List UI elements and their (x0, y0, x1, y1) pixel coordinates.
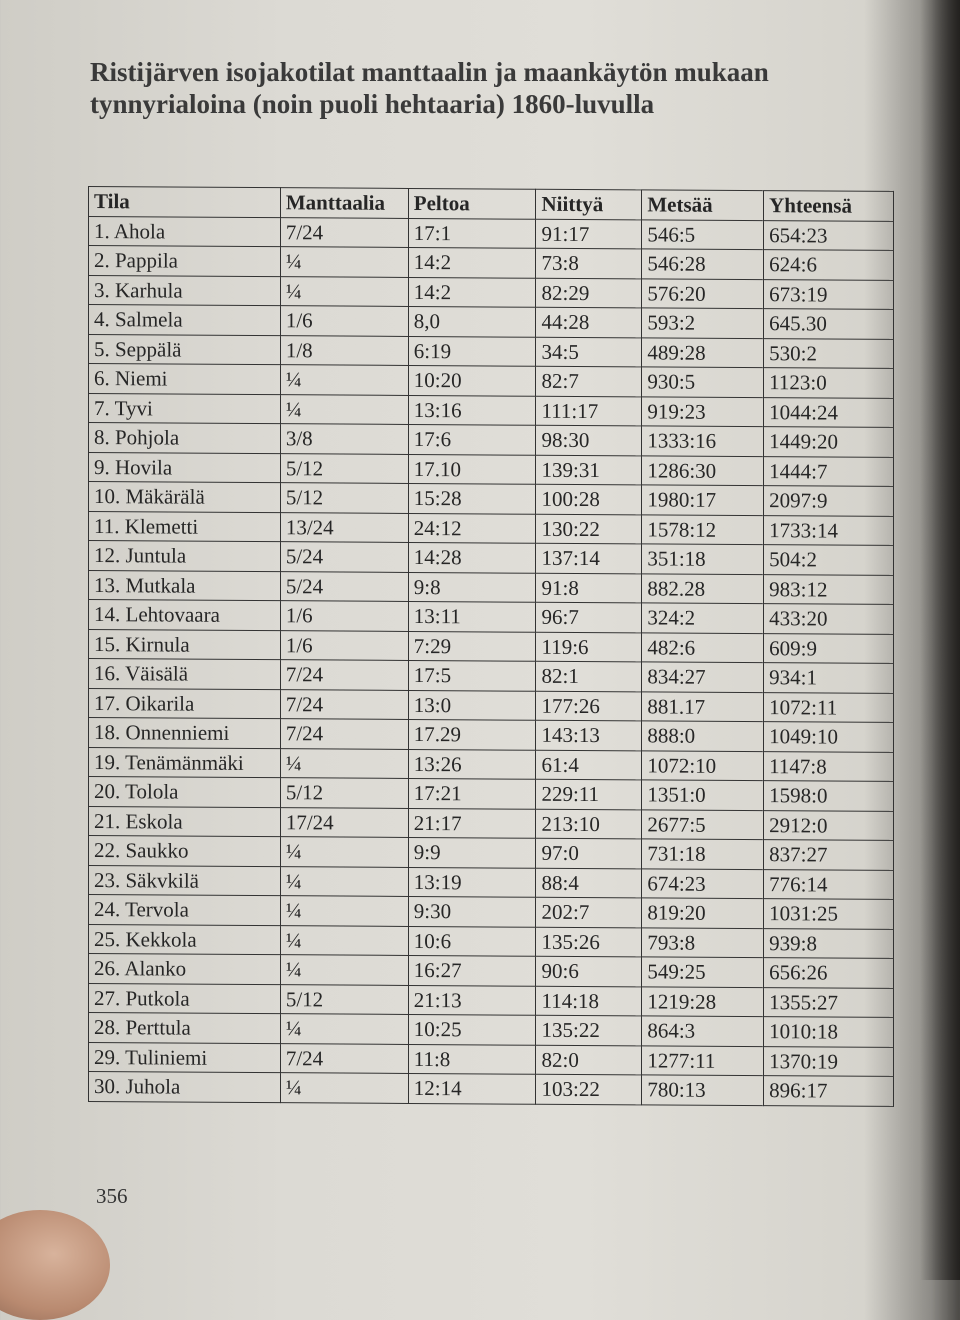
cell-yhteensa: 1147:8 (764, 751, 894, 781)
cell-tila: 4. Salmela (89, 305, 281, 336)
cell-manttaalia: ¼ (280, 1073, 408, 1103)
cell-manttaalia: 7/24 (280, 719, 408, 749)
cell-metsaa: 546:5 (642, 219, 764, 249)
cell-niittya: 82:1 (536, 661, 642, 691)
cell-niittya: 34:5 (536, 337, 642, 367)
cell-tila: 20. Tolola (89, 777, 281, 808)
cell-yhteensa: 1049:10 (764, 722, 894, 752)
cell-yhteensa: 433:20 (764, 604, 894, 634)
cell-yhteensa: 624:6 (764, 250, 894, 280)
cell-yhteensa: 939:8 (764, 928, 894, 958)
cell-yhteensa: 1598:0 (764, 781, 894, 811)
cell-niittya: 137:14 (536, 543, 642, 573)
cell-metsaa: 864:3 (642, 1016, 764, 1046)
cell-niittya: 100:28 (536, 484, 642, 514)
cell-manttaalia: ¼ (280, 748, 408, 778)
cell-tila: 27. Putkola (89, 983, 281, 1014)
cell-manttaalia: 7/24 (280, 1043, 408, 1073)
cell-manttaalia: ¼ (280, 955, 408, 985)
cell-metsaa: 546:28 (642, 249, 764, 279)
cell-yhteensa: 1449:20 (764, 427, 894, 457)
cell-peltoa: 17:1 (408, 218, 536, 248)
cell-yhteensa: 983:12 (764, 574, 894, 604)
cell-peltoa: 13:0 (408, 690, 536, 720)
cell-manttaalia: 1/6 (280, 306, 408, 336)
cell-yhteensa: 1444:7 (764, 456, 894, 486)
cell-yhteensa: 609:9 (764, 633, 894, 663)
cell-niittya: 44:28 (536, 307, 642, 337)
cell-manttaalia: ¼ (280, 837, 408, 867)
cell-manttaalia: 3/8 (280, 424, 408, 454)
cell-manttaalia: 13/24 (280, 512, 408, 542)
cell-peltoa: 14:28 (408, 542, 536, 572)
cell-tila: 11. Klemetti (89, 511, 281, 542)
cell-metsaa: 482:6 (642, 632, 764, 662)
cell-peltoa: 9:30 (408, 896, 536, 926)
cell-metsaa: 1286:30 (642, 455, 764, 485)
cell-metsaa: 351:18 (642, 544, 764, 574)
cell-yhteensa: 1031:25 (764, 899, 894, 929)
cell-peltoa: 14:2 (408, 247, 536, 277)
cell-manttaalia: 5/12 (280, 453, 408, 483)
cell-peltoa: 16:27 (408, 955, 536, 985)
cell-yhteensa: 1072:11 (764, 692, 894, 722)
cell-peltoa: 9:9 (408, 837, 536, 867)
cell-tila: 12. Juntula (89, 541, 281, 572)
cell-niittya: 91:17 (536, 219, 642, 249)
header-metsaa: Metsää (642, 190, 764, 220)
cell-manttaalia: 5/24 (280, 542, 408, 572)
cell-niittya: 73:8 (536, 248, 642, 278)
cell-manttaalia: 5/12 (280, 984, 408, 1014)
cell-manttaalia: 1/8 (280, 335, 408, 365)
page-title (90, 56, 890, 120)
cell-manttaalia: ¼ (280, 276, 408, 306)
cell-tila: 8. Pohjola (89, 423, 281, 454)
title-line-2: tynnyrialoina (noin puoli hehtaaria) 1860-luvulla (90, 89, 655, 119)
cell-manttaalia: 5/12 (280, 778, 408, 808)
cell-manttaalia: 17/24 (280, 807, 408, 837)
header-manttaalia: Manttaalia (280, 188, 408, 218)
cell-tila: 15. Kirnula (89, 629, 281, 660)
cell-niittya: 96:7 (536, 602, 642, 632)
cell-niittya: 229:11 (536, 779, 642, 809)
cell-tila: 18. Onnenniemi (89, 718, 281, 749)
cell-peltoa: 10:6 (408, 926, 536, 956)
estate-table (88, 186, 894, 1106)
cell-niittya: 119:6 (536, 632, 642, 662)
cell-peltoa: 12:14 (408, 1073, 536, 1103)
cell-niittya: 135:26 (536, 927, 642, 957)
cell-yhteensa: 1010:18 (764, 1017, 894, 1047)
cell-manttaalia: ¼ (280, 896, 408, 926)
cell-tila: 21. Eskola (89, 806, 281, 837)
cell-manttaalia: ¼ (280, 247, 408, 277)
cell-metsaa: 1072:10 (642, 750, 764, 780)
cell-peltoa: 17.29 (408, 719, 536, 749)
cell-tila: 10. Mäkärälä (89, 482, 281, 513)
cell-manttaalia: 5/24 (280, 571, 408, 601)
table-row (89, 747, 894, 781)
header-peltoa: Peltoa (408, 188, 536, 218)
cell-niittya: 88:4 (536, 868, 642, 898)
cell-tila: 22. Saukko (89, 836, 281, 867)
cell-tila: 3. Karhula (89, 275, 281, 306)
cell-yhteensa: 1044:24 (764, 397, 894, 427)
cell-yhteensa: 2912:0 (764, 810, 894, 840)
cell-tila: 26. Alanko (89, 954, 281, 985)
cell-niittya: 82:29 (536, 278, 642, 308)
cell-metsaa: 1980:17 (642, 485, 764, 515)
cell-tila: 13. Mutkala (89, 570, 281, 601)
cell-tila: 1. Ahola (89, 216, 281, 247)
cell-yhteensa: 1355:27 (764, 987, 894, 1017)
cell-tila: 2. Pappila (89, 246, 281, 277)
cell-tila: 30. Juhola (89, 1072, 281, 1103)
cell-niittya: 82:7 (536, 366, 642, 396)
table-body (89, 216, 894, 1106)
cell-tila: 19. Tenämänmäki (89, 747, 281, 778)
cell-niittya: 213:10 (536, 809, 642, 839)
cell-yhteensa: 1733:14 (764, 515, 894, 545)
cell-peltoa: 10:25 (408, 1014, 536, 1044)
cell-metsaa: 324:2 (642, 603, 764, 633)
cell-metsaa: 819:20 (642, 898, 764, 928)
cell-tila: 28. Perttula (89, 1013, 281, 1044)
cell-metsaa: 919:23 (642, 396, 764, 426)
cell-metsaa: 1578:12 (642, 514, 764, 544)
cell-manttaalia: ¼ (280, 1014, 408, 1044)
cell-tila: 16. Väisälä (89, 659, 281, 690)
cell-niittya: 139:31 (536, 455, 642, 485)
cell-manttaalia: 7/24 (280, 217, 408, 247)
cell-metsaa: 1333:16 (642, 426, 764, 456)
thumb (0, 1210, 110, 1320)
cell-metsaa: 834:27 (642, 662, 764, 692)
cell-metsaa: 881.17 (642, 691, 764, 721)
cell-metsaa: 549:25 (642, 957, 764, 987)
cell-peltoa: 24:12 (408, 513, 536, 543)
table-row (89, 600, 894, 634)
cell-metsaa: 1219:28 (642, 986, 764, 1016)
cell-niittya: 202:7 (536, 897, 642, 927)
cell-tila: 23. Säkvkilä (89, 865, 281, 896)
cell-yhteensa: 673:19 (764, 279, 894, 309)
cell-manttaalia: 1/6 (280, 601, 408, 631)
cell-peltoa: 13:26 (408, 749, 536, 779)
cell-peltoa: 13:19 (408, 867, 536, 897)
cell-metsaa: 882.28 (642, 573, 764, 603)
cell-manttaalia: ¼ (280, 925, 408, 955)
cell-metsaa: 793:8 (642, 927, 764, 957)
cell-yhteensa: 656:26 (764, 958, 894, 988)
cell-niittya: 98:30 (536, 425, 642, 455)
cell-peltoa: 15:28 (408, 483, 536, 513)
cell-tila: 17. Oikarila (89, 688, 281, 719)
cell-metsaa: 731:18 (642, 839, 764, 869)
cell-niittya: 135:22 (536, 1015, 642, 1045)
table-row (89, 718, 894, 752)
table-row (89, 1072, 894, 1106)
cell-niittya: 114:18 (536, 986, 642, 1016)
cell-niittya: 90:6 (536, 956, 642, 986)
cell-metsaa: 930:5 (642, 367, 764, 397)
cell-niittya: 61:4 (536, 750, 642, 780)
cell-tila: 24. Tervola (89, 895, 281, 926)
cell-niittya: 103:22 (536, 1074, 642, 1104)
cell-niittya: 91:8 (536, 573, 642, 603)
cell-peltoa: 13:11 (408, 601, 536, 631)
cell-peltoa: 13:16 (408, 395, 536, 425)
cell-peltoa: 14:2 (408, 277, 536, 307)
cell-tila: 29. Tuliniemi (89, 1042, 281, 1073)
title-line-1: Ristijärven isojakotilat manttaalin ja maankäytön mukaan (90, 57, 769, 87)
cell-manttaalia: 5/12 (280, 483, 408, 513)
cell-tila: 14. Lehtovaara (89, 600, 281, 631)
cell-peltoa: 11:8 (408, 1044, 536, 1074)
cell-yhteensa: 776:14 (764, 869, 894, 899)
cell-manttaalia: ¼ (280, 365, 408, 395)
cell-niittya: 130:22 (536, 514, 642, 544)
cell-peltoa: 9:8 (408, 572, 536, 602)
header-tila: Tila (89, 187, 281, 218)
cell-yhteensa: 654:23 (764, 220, 894, 250)
cell-manttaalia: ¼ (280, 394, 408, 424)
cell-peltoa: 17:6 (408, 424, 536, 454)
cell-tila: 25. Kekkola (89, 924, 281, 955)
cell-manttaalia: ¼ (280, 866, 408, 896)
cell-metsaa: 888:0 (642, 721, 764, 751)
cell-manttaalia: 7/24 (280, 689, 408, 719)
cell-tila: 9. Hovila (89, 452, 281, 483)
cell-peltoa: 21:17 (408, 808, 536, 838)
cell-manttaalia: 1/6 (280, 630, 408, 660)
cell-yhteensa: 837:27 (764, 840, 894, 870)
cell-tila: 5. Seppälä (89, 334, 281, 365)
page-edge-shadow (920, 0, 960, 1280)
cell-tila: 7. Tyvi (89, 393, 281, 424)
cell-yhteensa: 645.30 (764, 309, 894, 339)
cell-niittya: 143:13 (536, 720, 642, 750)
cell-yhteensa: 1123:0 (764, 368, 894, 398)
cell-yhteensa: 896:17 (764, 1076, 894, 1106)
cell-manttaalia: 7/24 (280, 660, 408, 690)
cell-yhteensa: 934:1 (764, 663, 894, 693)
cell-peltoa: 7:29 (408, 631, 536, 661)
cell-yhteensa: 1370:19 (764, 1046, 894, 1076)
cell-metsaa: 1277:11 (642, 1045, 764, 1075)
header-niittya: Niittyä (536, 189, 642, 219)
cell-peltoa: 17:5 (408, 660, 536, 690)
cell-peltoa: 17.10 (408, 454, 536, 484)
cell-niittya: 82:0 (536, 1045, 642, 1075)
cell-metsaa: 2677:5 (642, 809, 764, 839)
cell-metsaa: 1351:0 (642, 780, 764, 810)
cell-metsaa: 593:2 (642, 308, 764, 338)
header-yhteensa: Yhteensä (764, 191, 894, 221)
cell-peltoa: 8,0 (408, 306, 536, 336)
cell-niittya: 97:0 (536, 838, 642, 868)
cell-yhteensa: 504:2 (764, 545, 894, 575)
cell-peltoa: 17:21 (408, 778, 536, 808)
cell-yhteensa: 530:2 (764, 338, 894, 368)
cell-metsaa: 489:28 (642, 337, 764, 367)
cell-metsaa: 780:13 (642, 1075, 764, 1105)
cell-peltoa: 21:13 (408, 985, 536, 1015)
cell-tila: 6. Niemi (89, 364, 281, 395)
cell-yhteensa: 2097:9 (764, 486, 894, 516)
cell-peltoa: 10:20 (408, 365, 536, 395)
cell-niittya: 111:17 (536, 396, 642, 426)
cell-niittya: 177:26 (536, 691, 642, 721)
cell-peltoa: 6:19 (408, 336, 536, 366)
cell-metsaa: 674:23 (642, 868, 764, 898)
cell-metsaa: 576:20 (642, 278, 764, 308)
page-number: 356 (96, 1184, 128, 1208)
